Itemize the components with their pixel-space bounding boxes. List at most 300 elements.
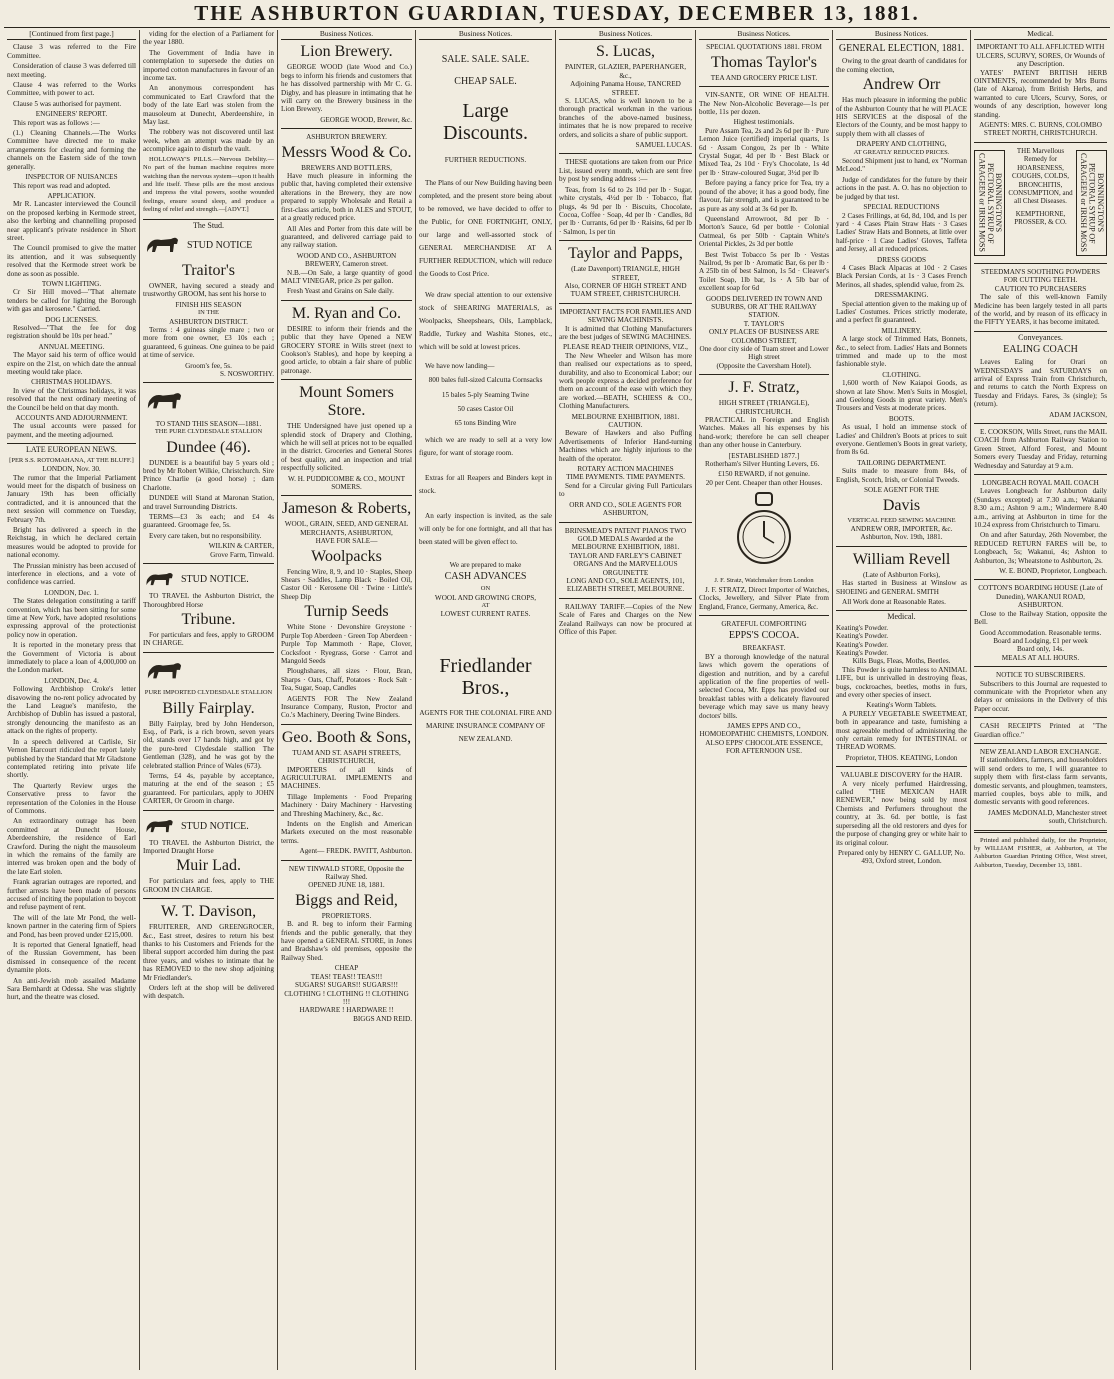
signature: LONG AND CO., SOLE AGENTS, 101, ELIZABETH STREET, MELBOURNE. bbox=[566, 576, 685, 594]
subheading: INSPECTOR OF NUISANCES bbox=[25, 173, 118, 182]
signature: S. NOSWORTHY. bbox=[220, 370, 274, 378]
subheading: Board and Lodging, £1 per week bbox=[993, 636, 1088, 645]
paragraph: TO TRAVEL the Ashburton District, the Imported Draught Horse bbox=[143, 838, 274, 855]
horse-icon bbox=[143, 387, 187, 417]
product-line: Keating's Powder. bbox=[836, 632, 888, 641]
paragraph: OWNER, having secured a steady and trustworthy GROOM, has sent his horse to bbox=[143, 281, 274, 299]
subheading: IMPORTANT TO ALL AFFLICTED WITH ULCERS, SCURVY, SORES, Or Wounds of any Description. bbox=[976, 43, 1105, 69]
stud-notice-heading: STUD NOTICE. bbox=[181, 574, 249, 586]
paragraph: AGENTS FOR The New Zealand Insurance Company, Ruston, Proctor and Co.'s Machinery, Deering Twine Binders. bbox=[281, 694, 412, 720]
paragraph: The robbery was not discovered until last week, when an attempt was made by an accomplice again to disturb the vault. bbox=[143, 128, 274, 154]
paragraph: Suits made to measure from 84s, of English, Scotch, Irish, or Colonial Tweeds. bbox=[836, 467, 967, 484]
subheading: ASHBURTON BREWERY. bbox=[306, 133, 387, 142]
paragraph: VIN-SANTE, OR WINE OF HEALTH. The New Non-Alcoholic Beverage—1s per bottle, 11s per dozen. bbox=[699, 91, 829, 117]
stock-line: 15 bales 5-ply Seaming Twine bbox=[441, 390, 530, 399]
advertiser-name: Messrs Wood & Co. bbox=[281, 143, 412, 161]
paragraph: IMPORTERS of all kinds of AGRICULTURAL IMPLEMENTS and MACHINES. bbox=[281, 765, 412, 791]
advertiser-name: Geo. Booth & Sons, bbox=[281, 728, 412, 746]
continued-label: [Continued from first page.] bbox=[7, 30, 136, 40]
subheading: TOWN LIGHTING. bbox=[41, 279, 102, 288]
signature: ORR AND CO., SOLE AGENTS FOR ASHBURTON, bbox=[569, 500, 682, 518]
signature: JAMES McDONALD, Manchester street south, Christchurch. bbox=[988, 808, 1107, 826]
vertical-banner: BONNINGTON'S PECTORAL SYRUP OF CARAGEEN or IRISH MOSS bbox=[1076, 150, 1107, 256]
column-1 bbox=[4, 30, 139, 1370]
subheading: PLEASE READ THEIR OPINIONS, VIZ., bbox=[563, 343, 688, 352]
subheading: GRATEFUL COMFORTING bbox=[721, 619, 807, 628]
stud-notice-heading: STUD NOTICE. bbox=[181, 820, 249, 832]
subheading: TIME PAYMENTS. TIME PAYMENTS. bbox=[566, 473, 685, 482]
divider bbox=[281, 495, 412, 496]
subheading: EALING COACH bbox=[1003, 344, 1078, 356]
divider bbox=[559, 240, 692, 241]
subheading: LOWEST CURRENT RATES. bbox=[440, 610, 531, 619]
divider bbox=[281, 860, 412, 861]
subheading: ALSO EPPS' CHOCOLATE ESSENCE, FOR AFTERNOON USE. bbox=[705, 738, 823, 756]
divider bbox=[974, 743, 1107, 744]
watch-caption: J. F. Stratz, Watchmaker from London bbox=[714, 577, 814, 585]
paragraph: DUNDEE is a beautiful bay 5 years old ; bred by Mr Robert Wilkie, Christchurch. Sire Prince Charlie (a good horse) ; dam Charlotte. bbox=[143, 458, 274, 492]
paragraph: An extraordinary outrage has been committed at Dunecht House, Aberdeenshire, the residence of Earl Crawford. During the night the mausoleum in which the remains of the family are interred was broken open and the body of the late Earl stolen. bbox=[7, 817, 136, 876]
subheading: SUGARS! SUGARS!! SUGARS!!! bbox=[294, 981, 399, 990]
subheading: GENERAL ELECTION, 1881. bbox=[838, 43, 965, 55]
column-heading: Business Notices. bbox=[281, 30, 412, 40]
product-list: Fencing Wire, 8, 9, and 10 · Staples, Sheep Shears · Saddles, Lamp Black · Boiled Oil, Castor Oil · Kerosene Oil · Twine · Little's Sheep Dip bbox=[281, 567, 412, 601]
subheading: IN THE bbox=[197, 309, 219, 317]
paragraph: The New Wheeler and Wilson has more than realised our expectations as to speed, durability, and also to Economical Labor; our work people express a decided preference for them on account of the ease with which they are worked.—BEATH, SCHIESS & CO., Clothing Manufacturers. bbox=[559, 351, 692, 411]
paragraph: The sale of this well-known Family Medicine has been largely tested in all parts of the world, and by reason of its efficacy in the FIFTY YEARS, it has become imitated. bbox=[974, 293, 1107, 327]
paragraph: E. COOKSON, Wills Street, runs the MAIL COACH from Ashburton Railway Station to Green Street, Alford Forest, and Mount Somers every Tuesday and Friday, returning Wednesday and Saturday at 9 a.m. bbox=[974, 427, 1107, 470]
watch-illustration bbox=[699, 491, 829, 573]
paragraph: RAILWAY TARIFF.—Copies of the New Scale of Fares and Charges on the New Zealand Railways can now be procured at Office of this Paper. bbox=[559, 602, 692, 636]
column-2 bbox=[139, 30, 277, 1370]
signature: AGENTS: MRS. C. BURNS, COLOMBO STREET NORTH, CHRISTCHURCH. bbox=[979, 121, 1102, 138]
section-heading: Medical. bbox=[836, 610, 967, 621]
signature: ADAM JACKSON, bbox=[1049, 410, 1107, 419]
paragraph: Resolved—"That the fee for dog registration should be 10s per head." bbox=[7, 324, 136, 341]
paragraph: Consideration of clause 3 was deferred till next meeting. bbox=[7, 62, 136, 79]
signature: WOOD AND CO., ASHBURTON BREWERY, Cameron street. bbox=[296, 251, 397, 269]
paragraph: Clause 5 was authorised for payment. bbox=[13, 99, 122, 108]
subheading: T. TAYLOR'S bbox=[743, 319, 785, 328]
divider bbox=[143, 382, 274, 383]
paragraph: DUNDEE will Stand at Maronan Station, and travel Surrounding Districts. bbox=[143, 494, 274, 511]
subheading: CAUTION TO PURCHASERS bbox=[994, 284, 1087, 293]
divider bbox=[699, 615, 829, 616]
divider bbox=[281, 724, 412, 725]
paragraph: Indents on the English and American Markets executed on the most reasonable terms. bbox=[281, 820, 412, 845]
subheading: FINISH HIS SEASON bbox=[175, 300, 242, 309]
paragraph: FRUITERER, AND GREENGROCER, &c., East street, desires to return his best thanks to his Customers and Friends for the liberal support accorded him during the past three years, and wishes to intimate that he has REMOVED to the new shop adjoining Mr Friedlander's. bbox=[143, 923, 274, 982]
paragraph: A PURELY VEGETABLE SWEETMEAT, both in appearance and taste, furnishing a most agreeable method of administering the only certain remedy for INTESTINAL or THREAD WORMS. bbox=[836, 709, 967, 752]
horse-icon bbox=[143, 657, 187, 687]
subheading: BREWERS AND BOTTLERS, bbox=[301, 163, 392, 172]
subheading: WOOL, GRAIN, SEED, AND GENERAL MERCHANTS, ASHBURTON, bbox=[284, 520, 409, 537]
price-list: Best Twist Tobacco 5s per lb · Vestas Nailrod, 9s per lb · Aromatic Bar, 6s per lb · A 25lb tin of best Salmon, 1s 5d · Cleaver's Toilet Soap, 1lb bar, 1s · A 5lb bar of excellent soap for 6d bbox=[699, 250, 829, 293]
divider bbox=[143, 563, 274, 564]
paragraph: A large stock of Trimmed Hats, Bonnets, &c., to select from. Ladies' Hats and Bonnets trimmed and made up to the most fashionable style. bbox=[836, 335, 967, 369]
divider bbox=[836, 766, 967, 767]
signature: JAMES EPPS AND CO., HOMOEOPATHIC CHEMISTS, LONDON. bbox=[699, 721, 829, 739]
paragraph: N.B.—On Sale, a large quantity of good MALT VINEGAR, price 2s per gallon. bbox=[281, 268, 412, 285]
subheading: DRESSMAKING. bbox=[874, 291, 929, 300]
paragraph: Clause 3 was referred to the Fire Committee. bbox=[7, 43, 136, 60]
column-8 bbox=[970, 30, 1110, 1370]
subheading: GOODS DELIVERED IN TOWN AND SUBURBS, OR AT THE RAILWAY STATION. bbox=[705, 294, 823, 320]
paragraph: For particulars and fees, apply to THE GROOM IN CHARGE. bbox=[143, 877, 274, 894]
subheading: Board only, 14s. bbox=[1016, 645, 1065, 654]
dateline: [PER S.S. ROTOMAHANA, AT THE BLUFF.] bbox=[9, 456, 134, 464]
paragraph: (1.) Cleaning Channels.—The Works Committee have directed me to make arrangements for clearing and forming the channels on the Eastern side of the town generally. bbox=[7, 129, 136, 171]
paragraph: The Quarterly Review urges the Conservative press to favor the representation of the Colonies in the House of Commons. bbox=[7, 781, 136, 815]
divider bbox=[974, 142, 1107, 143]
divider bbox=[836, 546, 967, 547]
column-heading: Business Notices. bbox=[419, 30, 552, 40]
subheading: CLOTHING ! CLOTHING !! CLOTHING !!! bbox=[284, 989, 409, 1006]
paragraph: If stationholders, farmers, and householders will send orders to me, I will guarantee to supply them with first-class farm servants, domestic servants, and ploughmen, teamsters, married couples, boys able to milk, and domestic servants with good references. bbox=[974, 756, 1107, 807]
subheading: COLOMBO STREET, bbox=[731, 336, 797, 345]
subheading: VALUABLE DISCOVERY for the HAIR. bbox=[840, 771, 963, 780]
paragraph: An anti-Jewish mob assailed Madame Sara Bernhardt at Odessa. She was slightly hurt, and the theatre was closed. bbox=[7, 976, 136, 1002]
paragraph: We draw special attention to our extensive stock of SHEARING MATERIALS, as Woolpacks, Sheepshears, Oils, Lampblack, Raddle, Turkey and Washita Stones, etc., which will be sold at lowest prices. bbox=[419, 290, 552, 351]
subheading: Highest testimonials. bbox=[733, 118, 795, 127]
subheading: HARDWARE ! HARDWARE !! bbox=[299, 1006, 394, 1015]
column-7 bbox=[832, 30, 970, 1370]
subheading: DRESS GOODS bbox=[877, 255, 926, 264]
paragraph: For particulars and fees, apply to GROOM IN CHARGE. bbox=[143, 630, 274, 648]
subheading: SPECIAL QUOTATIONS 1881. FROM bbox=[706, 43, 822, 52]
paragraph: Mr R. Lancaster interviewed the Council on the proposed kerbing in Kermode street, also the kerbing and channelling proposed near applicant's private residence in Short street. bbox=[7, 200, 136, 242]
divider bbox=[974, 579, 1107, 580]
subheading: (Opposite the Caversham Hotel). bbox=[716, 361, 812, 370]
headline: Large Discounts. bbox=[443, 100, 528, 145]
divider bbox=[699, 374, 829, 375]
subheading: HAVE FOR SALE— bbox=[315, 537, 378, 546]
subheading: NEW ZEALAND LABOR EXCHANGE. bbox=[979, 747, 1102, 756]
advertiser-name: S. Lucas, bbox=[595, 43, 656, 61]
signature: Prepared only by HENRY C. GALLUP, No. 493, Oxford street, London. bbox=[838, 848, 965, 866]
divider bbox=[974, 830, 1107, 833]
paragraph: We have now landing— bbox=[425, 361, 495, 370]
advertiser-name: M. Ryan and Co. bbox=[291, 304, 402, 322]
subheading: £150 REWARD, if not genuine. bbox=[718, 470, 810, 479]
column-heading: Business Notices. bbox=[699, 30, 829, 40]
masthead: THE ASHBURTON GUARDIAN, TUESDAY, DECEMBER 13, 1881. bbox=[194, 1, 920, 25]
subheading: Also, CORNER OF HIGH STREET AND TUAM STREET, CHRISTCHURCH. bbox=[564, 281, 687, 299]
subheading: TEAS! TEAS!! TEAS!!! bbox=[310, 972, 383, 981]
paragraph: An anonymous correspondent has communicated to Earl Crawford that the body of the late Earl was stolen from the mausoleum at Dunecht, Aberdeenshire, in May last. bbox=[143, 84, 274, 127]
paragraph: This Powder is quite harmless to ANIMAL LIFE, but is unrivalled in destroying fleas, bugs, cockroaches, beetles, moths in furs, and every other species of insect. bbox=[836, 665, 967, 699]
subheading: ONLY PLACES OF BUSINESS ARE bbox=[708, 328, 820, 337]
subheading: OPENED JUNE 18, 1881. bbox=[308, 881, 385, 890]
signature: GEORGE WOOD, Brewer, &c. bbox=[320, 115, 412, 124]
paragraph: Orders left at the shop will be delivered with despatch. bbox=[143, 984, 274, 1001]
product-heading: Turnip Seeds bbox=[304, 603, 389, 621]
price-list: 4 Cases Black Alpacas at 10d · 2 Cases Black Persian Cords, at 1s · 3 Cases French Merinos, all shades, splendid value, from 2s. bbox=[836, 263, 967, 289]
subheading: STEEDMAN'S SOOTHING POWDERS FOR CUTTING TEETH. bbox=[980, 267, 1101, 285]
subheading: TO STAND THIS SEASON—1881. bbox=[155, 419, 262, 428]
subheading: CASH ADVANCES bbox=[444, 571, 527, 583]
subheading: TEA AND GROCERY PRICE LIST. bbox=[710, 73, 818, 82]
stud-notice-row bbox=[143, 232, 274, 260]
paragraph: The Prussian ministry has been accused of interference in elections, and a vote of confidence was carried. bbox=[7, 561, 136, 587]
subheading: We are prepared to make bbox=[449, 560, 522, 569]
subheading: MEALS AT ALL HOURS. bbox=[1001, 653, 1080, 662]
paragraph: A very nicely perfumed Hairdressing, called "THE MEXICAN HAIR RENEWER," now being sold by most Chemists and Perfumers throughout the country, at 3s. 6d. per bottle, is fast superseding all the old restorers and dyes for the purpose of changing grey or white hair to its original colour. bbox=[836, 779, 967, 847]
subheading: PURE IMPORTED CLYDESDALE STALLION bbox=[144, 689, 273, 697]
advertiser-name: J. F. Stratz, bbox=[728, 379, 800, 397]
subheading: (Late of Ashburton Forks), bbox=[862, 570, 941, 579]
subheading: DRAPERY AND CLOTHING, bbox=[856, 140, 947, 149]
horse-name: Dundee (46). bbox=[166, 438, 251, 456]
signature: W. H. PUDDICOMBE & CO., MOUNT SOMERS. bbox=[288, 474, 405, 492]
marvellous-remedy bbox=[1008, 147, 1073, 259]
subheading: AT GREATLY REDUCED PRICES. bbox=[853, 148, 950, 156]
paragraph: CASH RECEIPTS Printed at "The Guardian office." bbox=[974, 722, 1107, 739]
column-4 bbox=[415, 30, 555, 1370]
divider bbox=[281, 128, 412, 129]
paragraph: Has much pleasure in informing the public of the Ashburton County that he will PLACE HIS SERVICES at the disposal of the Electors of the County, and be most happy to supply them with all classes of bbox=[836, 96, 967, 138]
paragraph: As usual, I hold an immense stock of Ladies' and Children's Boots at prices to suit everyone. Gentlemen's Boots in great variety, from 8s 6d. bbox=[836, 423, 967, 457]
subheading: (Late Davenport) TRIANGLE, HIGH STREET, bbox=[571, 265, 680, 282]
sale-banner: SALE. SALE. SALE. bbox=[441, 54, 530, 66]
column-heading: Business Notices. bbox=[836, 30, 967, 40]
subheading: FURTHER REDUCTIONS. bbox=[444, 156, 527, 165]
product-heading: Woolpacks bbox=[311, 547, 382, 565]
subheading: Keating's Worm Tablets. bbox=[866, 701, 937, 710]
subheading: ROTARY ACTION MACHINES bbox=[577, 465, 674, 474]
paragraph: In view of the Christmas holidays, it was resolved that the next ordinary meeting of the Council be held on that day month. bbox=[7, 386, 136, 412]
subheading: MELBOURNE EXHIBITION, 1881. bbox=[571, 412, 680, 421]
paragraph: All Ales and Porter from this date will be guaranteed, and delivered carriage paid to any railway station. bbox=[281, 224, 412, 250]
subheading: HIGH STREET (TRIANGLE), CHRISTCHURCH. bbox=[718, 399, 810, 416]
paragraph: Clause 4 was referred to the Works Committee, with power to act. bbox=[7, 81, 136, 98]
paragraph: PRACTICAL in Foreign and English Watches. Makes all his expenses by his hand-work; therefore he can sell cheaper than any other house in Canterbury. bbox=[699, 416, 829, 450]
product-line: Keating's Powder. bbox=[836, 623, 888, 632]
advertiser-name: Taylor and Papps, bbox=[568, 245, 683, 263]
subheading: BOOTS. bbox=[888, 414, 915, 423]
paragraph: This report was as follows :— bbox=[13, 118, 100, 127]
product-line: Keating's Powder. bbox=[836, 648, 888, 657]
subheading: CHEAP SALE. bbox=[454, 76, 517, 88]
advertiser-name: Jameson & Roberts, bbox=[281, 500, 412, 518]
subheading: ASHBURTON DISTRICT. bbox=[169, 317, 248, 326]
stock-line: 800 bales full-sized Calcutta Cornsacks bbox=[428, 376, 543, 385]
paragraph: It is reported in the monetary press that the Government of Victoria is about immediately to place a loan of 4,000,000 on the London market. bbox=[7, 641, 136, 675]
subheading: One door city side of Tuam street and Lower High street bbox=[699, 345, 829, 362]
paragraph: Second Shipment just to hand, ex "Norman McLeod." bbox=[836, 157, 967, 174]
paragraph: DESIRE to inform their friends and the public that they have Opened a NEW GROCERY STORE in Wills street (next to Cookson's Stables), and hope by keeping a good article, to obtain a fair share of public patronage. bbox=[281, 324, 412, 375]
signature: WILKIN & CARTER, bbox=[208, 542, 274, 551]
signature: Proprietor, THOS. KEATING, London bbox=[845, 753, 958, 762]
horse-icon bbox=[143, 568, 177, 592]
paragraph: Rotherham's Silver Hunting Levers, £6. bbox=[705, 460, 820, 469]
dateline: LONDON, Dec. 1. bbox=[44, 588, 99, 597]
paragraph: Fresh Yeast and Grains on Sale daily. bbox=[287, 287, 394, 296]
subheading: CHEAP bbox=[334, 964, 359, 973]
paragraph: In a speech delivered at Carlisle, Sir Vernon Harcourt ridiculed the report lately published by the Standard that Mr Gladstone contemplated retiring into private life shortly. bbox=[7, 737, 136, 780]
price-list: Pure Assam Tea, 2s and 2s 6d per lb · Pure Lemon Juice (certified) imperial quarts, 1s 6d · Assam Congou, 2s per lb · White Crystal Sugar, 4d per lb · Best Black or Mixed Tea, 2s 10d · Fry's Chocolate, 1s 4d per lb · Straw-coloured Sugar, 3½d per lb bbox=[699, 126, 829, 177]
signature: ANDREW ORR, IMPORTER, &c. Ashburton, Nov. 19th, 1881. bbox=[850, 524, 953, 542]
advertiser-name: EPPS'S COCOA. bbox=[728, 630, 800, 642]
divider bbox=[281, 300, 412, 301]
subheading: COTTON'S BOARDING HOUSE (Late of Dunedin), WAKANUI ROAD, ASHBURTON. bbox=[978, 584, 1103, 610]
paragraph: An early inspection is invited, as the sale will only be for one fortnight, and all that has been stated will be given effect to. bbox=[419, 511, 552, 546]
paragraph: The rumor that the Imperial Parliament would meet for the dispatch of business on January 19th has been officially contradicted, and it is announced that the next session will commence on Tuesday, February 7th. bbox=[7, 473, 136, 524]
divider bbox=[974, 717, 1107, 718]
paragraph: AGENTS FOR THE COLONIAL FIRE AND MARINE INSURANCE COMPANY OF NEW ZEALAND. bbox=[419, 708, 552, 743]
paragraph: Leaves Longbeach for Ashburton daily (Sundays excepted) at 7.30 a.m.; Wakanui 8.30 a.m.; Ashton 9 a.m.; Windermere 8.40 a.m., arriving at Ashburton in time for the 10.24 express from Christchurch to Timaru. bbox=[974, 487, 1107, 530]
subheading: SOLE AGENT FOR THE bbox=[863, 486, 939, 495]
section-heading: Conveyances. bbox=[974, 331, 1107, 342]
column-5 bbox=[555, 30, 695, 1370]
paragraph: Has started in Business at Winslow as SHOEING and GENERAL SMITH bbox=[836, 579, 967, 596]
subheading: MILLINERY. bbox=[881, 326, 922, 335]
divider bbox=[559, 153, 692, 154]
column-heading: Business Notices. bbox=[559, 30, 692, 40]
price-list: Teas, from 1s 6d to 2s 10d per lb · Sugar, white crystals, 4½d per lb · Tobacco, flat plugs, 4s 9d per lb · Biscuits, Chocolate, Cocoa, Coffee · Soap, 4d per lb · Candles, 8d per lb · Currants, 6d per lb · Raisins, 6d per lb · Salmon, 1s per tin bbox=[559, 185, 692, 236]
subheading: CHRISTMAS HOLIDAYS. bbox=[31, 378, 112, 387]
subheading: Kills Bugs, Fleas, Moths, Beetles. bbox=[852, 657, 951, 666]
subheading: TUAM AND ST. ASAPH STREETS, CHRISTCHURCH, bbox=[292, 748, 401, 766]
subheading: ENGINEERS' REPORT. bbox=[35, 110, 108, 119]
horse-name: Traitor's bbox=[182, 261, 235, 279]
price-list: 2 Cases Frillings, at 6d, 8d, 10d, and 1s per yard · 4 Cases Plain Straw Hats · 3 Cases Ladies' Straw Hats and Bonnets, at little over half-price · 1 Case Ladies' Gloves, Taffeta and Jersey, all at reduced prices. bbox=[836, 211, 967, 254]
pocket-watch-icon bbox=[736, 491, 792, 573]
subheading: 20 per Cent. Cheaper than other Houses. bbox=[705, 478, 823, 487]
divider bbox=[143, 810, 274, 811]
subheading: PROPRIETORS. bbox=[321, 911, 372, 920]
subheading: DOG LICENSES. bbox=[45, 315, 98, 324]
divider bbox=[559, 303, 692, 304]
paragraph: Owing to the great dearth of candidates for the coming election, bbox=[836, 57, 967, 74]
stud-notice-row bbox=[143, 815, 274, 839]
paragraph: On and after Saturday, 26th November, the REDUCED RETURN FARES will be, to Longbeach, 5s; Wakanui, 4s; Ashton to Ashburton, 3s; Wheatstone to Ashburton, 2s. bbox=[974, 531, 1107, 565]
paragraph: All Work done at Reasonable Rates. bbox=[842, 597, 946, 606]
signature: BIGGS AND REID. bbox=[353, 1014, 412, 1023]
subheading: NOTICE TO SUBSCRIBERS. bbox=[996, 671, 1085, 680]
subheading: TAILORING DEPARTMENT. bbox=[857, 458, 946, 467]
subheading: AT bbox=[481, 602, 490, 610]
paragraph: Every care taken, but no responsibility. bbox=[149, 531, 262, 540]
horse-name: Muir Lad. bbox=[176, 857, 241, 875]
vertical-banner: BONNINGTON'S PECTORAL SYRUP OF CARAGEEN or IRISH MOSS bbox=[974, 150, 1005, 256]
paragraph: It is reported that General Ignatieff, head of the Russian Government, has been dismissed in consequence of the recent dynamite plots. bbox=[7, 941, 136, 975]
subheading: TAYLOR AND FARLEY'S CABINET ORGANS And the MARVELLOUS ORGUINETTE bbox=[569, 551, 682, 577]
stud-notice-heading: STUD NOTICE bbox=[187, 239, 253, 251]
paragraph: S. LUCAS, who is well known to be a thorough practical workman in the various branches of the above-named business, intimates that he is now prepared to receive orders, and solicits a share of public support. bbox=[559, 97, 692, 139]
paragraph: Following Archbishop Croke's letter disavowing the no-rent policy advocated by the Land League's manifesto, the Archbishop of Dublin has issued a pastoral, strongly denouncing the manifesto as an attack on the rights of property. bbox=[7, 685, 136, 736]
stud-notice-row bbox=[143, 568, 274, 592]
paragraph: Special attention given to the making up of Ladies' Costumes. Prices strictly moderate, and a perfect fit guaranteed. bbox=[836, 299, 967, 325]
paragraph: Billy Fairplay, bred by John Henderson, Esq., of Park, is a rich brown, seven years old, stands over 17 hands high, and got by the pure-bred Clydesdale stallion The Gentleman (328), and he was got by the celebrated stallion Prince of Wales (673). bbox=[143, 719, 274, 770]
product-list: Ploughshares, all sizes · Flour, Bran, Sharps · Oats, Chaff, Potatoes · Rock Salt · Tea, Sugar, Soap, Candles bbox=[281, 667, 412, 693]
subheading: PAINTER, GLAZIER, PAPERHANGER, &c., bbox=[564, 63, 687, 80]
paragraph: Have much pleasure in informing the public that, having completed their extensive alterations in the Brewery, they are now prepared to supply Wholesale and Retail a first-class article, both in ALES and STOUT, at a greatly reduced price. bbox=[281, 172, 412, 223]
paragraph: The will of the late Mr Pond, the well-known partner in the catering firm of Spiers and Pond, has been proved under £215,000. bbox=[7, 913, 136, 939]
subheading: CLOTHING. bbox=[882, 370, 921, 379]
paragraph: Subscribers to this Journal are requested to communicate with the Proprietor when any delays or omissions in the Delivery of this Paper occur. bbox=[974, 679, 1107, 713]
paragraph: HOLLOWAY'S PILLS.—Nervous Debility.—No part of the human machine requires more watching than the nervous system—upon it health and life itself. These pills are the most anxious and impress the vital powers, soothe wounded feelings, ensure sound sleep, and produce a feeling of relief and strength.—[ADVT.] bbox=[143, 155, 274, 214]
advertiser-name: Andrew Orr bbox=[862, 76, 941, 94]
subheading: BREAKFAST. bbox=[742, 644, 786, 653]
paragraph: which we are ready to sell at a very low figure, for want of storage room. bbox=[419, 435, 552, 457]
paragraph: 1,600 worth of New Kaiapoi Goods, as shown at late Show. Men's Suits in Mosgiel, and Geelong Goods in great variety. Men's Trousers and Vests at moderate prices. bbox=[836, 379, 967, 413]
signature: W. E. BOND, Proprietor, Longbeach. bbox=[999, 567, 1107, 576]
subheading: SPECIAL REDUCTIONS bbox=[863, 203, 940, 212]
horse-name: Tribune. bbox=[181, 610, 236, 628]
paragraph: The usual accounts were passed for payment, and the meeting adjourned. bbox=[7, 422, 136, 439]
divider bbox=[974, 423, 1107, 424]
paragraph: The States delegation constituting a tariff convention, which has been sitting for some time at New York, have adopted resolutions expressing approval of the protectionist policy now in operation. bbox=[7, 597, 136, 639]
product-list: White Stone · Devonshire Greystone · Purple Top Aberdeen · Green Top Aberdeen · Purple Top Mammoth · Rape, Clover, Cocksfoot · Ryegrass, Gorse · Carrot and Mangold Seeds bbox=[281, 623, 412, 665]
paragraph: Bright has delivered a speech in the Reichstag, in which he declared certain measures would be adopted to provide for national economy. bbox=[7, 525, 136, 560]
paragraph: THESE quotations are taken from our Price List, issued every month, which are sent free by post by sending address :— bbox=[559, 158, 692, 184]
subheading: Adjoining Panama House, TANCRED STREET. bbox=[570, 80, 681, 97]
paragraph: TERMS—£3 3s each; and £4 4s guaranteed. Groomage fee, 5s. bbox=[143, 513, 274, 530]
product-line: Keating's Powder. bbox=[836, 640, 888, 649]
paragraph: The Plans of our New Building having been completed, and the present store being about to be removed, we have decided to offer to the Public, for ONE FORTNIGHT, ONLY, our large and well-assorted stock of GENERAL MERCHANDISE AT A FURTHER REDUCTION, which will reduce the Goods to Cost Price. bbox=[419, 178, 552, 278]
subheading: NEW TINWALD STORE, Opposite the Railway Shed. bbox=[288, 864, 405, 882]
masthead-rule bbox=[4, 27, 1110, 28]
bonnington-ad bbox=[974, 147, 1107, 259]
horse-icon bbox=[143, 232, 183, 260]
paragraph: BY a thorough knowledge of the natural laws which govern the operations of digestion and nutrition, and by a careful application of the fine properties of well-selected Cocoa, Mr. Epps has provided our breakfast tables with a delicately flavoured beverage which may save us many heavy doctors' bills. bbox=[699, 652, 829, 720]
horse-icon bbox=[143, 815, 177, 839]
price-list: Queensland Arrowroot, 8d per lb · Morton's Sauce, 6d per bottle · Colonial Oatmeal, 6s per 50lb · Captain White's Oriental Pickles, 2s 3d per bottle bbox=[699, 214, 829, 249]
subheading: ON bbox=[480, 585, 491, 593]
paragraph: Beware of Hawkers and also Puffing Advertisements of Inferior Hand-turning Machines which are highly injurious to the health of the operator. bbox=[559, 429, 692, 463]
product-heading: Davis bbox=[882, 496, 921, 514]
subheading: APPLICATION. bbox=[47, 191, 96, 200]
column-3 bbox=[277, 30, 415, 1370]
column-6 bbox=[695, 30, 832, 1370]
paragraph: This report was read and adopted. bbox=[13, 181, 111, 190]
divider bbox=[143, 898, 274, 899]
paragraph: THE Undersigned have just opened up a splendid stock of Drapery and Clothing, which he will sell at prices not to be equalled in the district. Groceries and General Stores of best quality, and an inspection and trial respectfully solicited. bbox=[281, 422, 412, 473]
divider bbox=[974, 666, 1107, 667]
subheading: WOOL AND GROWING CROPS, bbox=[434, 593, 537, 602]
signature: Agent— FREDK. PAVITT, Ashburton. bbox=[299, 847, 412, 856]
section-heading: LATE EUROPEAN NEWS. bbox=[7, 443, 136, 454]
stock-line: 50 cases Castor Oil bbox=[457, 405, 514, 414]
paragraph: Before paying a fancy price for Tea, try a pound of the above; it has a good body, fine flavour, fair strength, and is guaranteed to be as pure as any sold at 3s 6d per lb. bbox=[699, 179, 829, 213]
paragraph: viding for the election of a Parliament for the year 1880. bbox=[143, 30, 274, 47]
horse-name: Billy Fairplay. bbox=[162, 699, 255, 717]
divider bbox=[559, 598, 692, 599]
section-heading: The Stud. bbox=[143, 219, 274, 230]
stock-line: 65 tons Binding Wire bbox=[454, 419, 517, 428]
subheading: VERTICAL FEED SEWING MACHINE bbox=[847, 516, 956, 524]
subheading: Good Accommodation. Reasonable terms. bbox=[979, 628, 1102, 637]
divider bbox=[699, 86, 829, 87]
paragraph: Close to the Railway Station, opposite the Bell. bbox=[974, 609, 1107, 627]
paragraph: The Council promised to give the matter its attention, and it was subsequently resolved that the Kermode street work be done as soon as possible. bbox=[7, 244, 136, 278]
paragraph: GEORGE WOOD (late Wood and Co.) begs to inform his friends and customers that he has dissolved partnership with Mr C. G. Digby, and has pleasure in intimating that he will carry on the Brewery business in the Lion Brewery. bbox=[281, 63, 412, 114]
dateline: LONDON, Dec. 4. bbox=[44, 676, 99, 685]
divider bbox=[281, 379, 412, 380]
subheading: CAUTION. bbox=[608, 421, 643, 430]
advertiser-name: Mount Somers Store. bbox=[299, 384, 394, 420]
paragraph: Leaves Ealing for Orari on WEDNESDAYS and SATURDAYS on arrival of Express Train from Christchurch, and returns to catch the North Express on Tuesday and Fridays. Fares, 3s (single); 5s (return). bbox=[974, 358, 1107, 409]
paragraph: J. F. STRATZ, Direct Importer of Watches, Clocks, Jewellery, and Silver Plate from England, France, Germany, America, &c. bbox=[699, 585, 829, 611]
subheading: ANNUAL MEETING. bbox=[38, 342, 105, 351]
paragraph: The Mayor said his term of office would expire on the 21st, on which date the annual meeting would take place. bbox=[7, 351, 136, 377]
paragraph: Terms : 4 guineas single mare ; two or more from one owner, £3 10s each ; guaranteed, 6 guineas. One guinea to be paid at time of service. bbox=[143, 325, 274, 360]
advertiser-name: Friedlander Bros., bbox=[439, 654, 532, 699]
paragraph: Send for a Circular giving Full Particulars to bbox=[559, 481, 692, 499]
subheading: BRINSMEAD'S PATENT PIANOS TWO GOLD MEDALS Awarded at the MELBOURNE EXHIBITION, 1881. bbox=[564, 526, 687, 552]
subheading: [ESTABLISHED 1877.] bbox=[728, 451, 800, 460]
